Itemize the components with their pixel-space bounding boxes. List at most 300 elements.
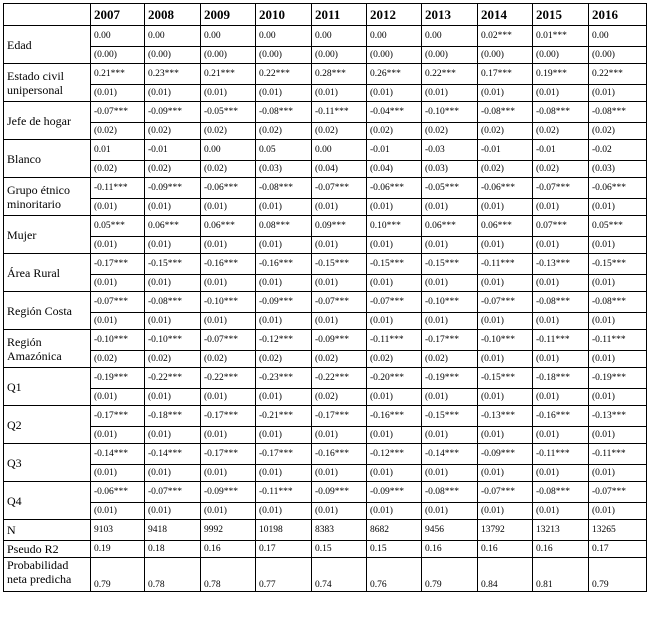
coefficient-cell: -0.01 (145, 140, 201, 161)
std-error-cell: (0.01) (533, 351, 589, 368)
std-error-row (4, 237, 647, 254)
coef-row (4, 444, 647, 465)
std-error-cell: (0.02) (145, 161, 201, 178)
std-error-cell: (0.01) (367, 85, 422, 102)
coefficient-cell: -0.08*** (589, 292, 647, 313)
std-error-row (4, 275, 647, 292)
coefficient-cell: -0.20*** (367, 368, 422, 389)
coef-row (4, 26, 647, 47)
std-error-cell: (0.01) (145, 199, 201, 216)
coefficient-cell: -0.07*** (201, 330, 256, 351)
coefficient-cell: -0.07*** (589, 482, 647, 503)
stat-value-cell: 9992 (201, 520, 256, 541)
std-error-cell: (0.01) (312, 465, 367, 482)
stat-value-cell: 0.81 (533, 558, 589, 592)
stat-value-cell: 0.76 (367, 558, 422, 592)
std-error-cell: (0.02) (91, 351, 145, 368)
coefficient-cell: -0.11*** (256, 482, 312, 503)
std-error-cell: (0.01) (533, 85, 589, 102)
coefficient-cell: -0.11*** (91, 178, 145, 199)
coefficient-cell: -0.08*** (533, 482, 589, 503)
coef-row (4, 330, 647, 351)
coefficient-cell: 0.06*** (422, 216, 478, 237)
coefficient-cell: -0.07*** (478, 292, 533, 313)
std-error-cell: (0.01) (422, 313, 478, 330)
row-label: Estado civil unipersonal (4, 64, 91, 102)
coefficient-cell: -0.17*** (201, 406, 256, 427)
std-error-cell: (0.01) (422, 85, 478, 102)
coefficient-cell: -0.22*** (145, 368, 201, 389)
std-error-cell: (0.02) (201, 161, 256, 178)
stat-value-cell: 10198 (256, 520, 312, 541)
std-error-cell: (0.01) (589, 237, 647, 254)
coefficient-cell: 0.21*** (201, 64, 256, 85)
stat-value-cell: 9456 (422, 520, 478, 541)
std-error-cell: (0.01) (422, 275, 478, 292)
coefficient-cell: -0.14*** (422, 444, 478, 465)
coefficient-cell: -0.16*** (256, 254, 312, 275)
coefficient-cell: -0.07*** (367, 292, 422, 313)
std-error-cell: (0.01) (367, 237, 422, 254)
coefficient-cell: -0.01 (533, 140, 589, 161)
coefficient-cell: 0.22*** (422, 64, 478, 85)
std-error-cell: (0.00) (201, 47, 256, 64)
corner-cell (4, 4, 91, 26)
std-error-cell: (0.01) (533, 199, 589, 216)
std-error-cell: (0.01) (256, 237, 312, 254)
row-label: Blanco (4, 140, 91, 178)
coefficient-cell: 0.00 (91, 26, 145, 47)
std-error-cell: (0.01) (367, 313, 422, 330)
coefficient-cell: 0.00 (589, 26, 647, 47)
coefficient-cell: 0.00 (201, 140, 256, 161)
coefficient-cell: -0.17*** (256, 444, 312, 465)
std-error-cell: (0.01) (312, 503, 367, 520)
coefficient-cell: -0.08*** (533, 292, 589, 313)
std-error-cell: (0.02) (478, 123, 533, 140)
std-error-cell: (0.04) (312, 161, 367, 178)
coefficient-cell: -0.11*** (589, 444, 647, 465)
std-error-cell: (0.02) (422, 351, 478, 368)
std-error-cell: (0.01) (589, 389, 647, 406)
std-error-row (4, 199, 647, 216)
std-error-cell: (0.01) (256, 503, 312, 520)
std-error-cell: (0.02) (256, 123, 312, 140)
coefficient-cell: -0.06*** (201, 178, 256, 199)
std-error-cell: (0.01) (422, 199, 478, 216)
std-error-cell: (0.02) (91, 123, 145, 140)
std-error-cell: (0.02) (422, 123, 478, 140)
coefficient-cell: 0.21*** (91, 64, 145, 85)
row-label: Q3 (4, 444, 91, 482)
std-error-cell: (0.02) (312, 351, 367, 368)
std-error-cell: (0.03) (589, 161, 647, 178)
coefficient-cell: -0.09*** (201, 482, 256, 503)
stat-value-cell: 0.16 (201, 541, 256, 558)
coefficient-cell: -0.08*** (256, 102, 312, 123)
stat-value-cell: 0.77 (256, 558, 312, 592)
coefficient-cell: -0.09*** (312, 330, 367, 351)
coefficient-cell: -0.14*** (91, 444, 145, 465)
stat-value-cell: 8682 (367, 520, 422, 541)
coefficient-cell: 0.17*** (478, 64, 533, 85)
std-error-cell: (0.01) (478, 465, 533, 482)
coefficient-cell: -0.06*** (589, 178, 647, 199)
year-header: 2015 (533, 4, 589, 26)
year-header: 2016 (589, 4, 647, 26)
std-error-cell: (0.00) (589, 47, 647, 64)
coefficient-cell: 0.00 (312, 140, 367, 161)
header-row (4, 4, 647, 26)
coefficient-cell: -0.15*** (422, 254, 478, 275)
coefficient-cell: -0.07*** (478, 482, 533, 503)
coefficient-cell: 0.07*** (533, 216, 589, 237)
stat-value-cell: 0.19 (91, 541, 145, 558)
coefficient-cell: 0.06*** (201, 216, 256, 237)
std-error-cell: (0.01) (533, 389, 589, 406)
std-error-cell: (0.01) (367, 503, 422, 520)
std-error-cell: (0.01) (91, 389, 145, 406)
coefficient-cell: -0.13*** (478, 406, 533, 427)
coef-row (4, 482, 647, 503)
coefficient-cell: -0.10*** (478, 330, 533, 351)
std-error-cell: (0.01) (256, 85, 312, 102)
coefficient-cell: 0.10*** (367, 216, 422, 237)
std-error-row (4, 389, 647, 406)
coefficient-cell: -0.13*** (589, 406, 647, 427)
coefficient-cell: 0.00 (145, 26, 201, 47)
row-label: Área Rural (4, 254, 91, 292)
coefficient-cell: -0.10*** (201, 292, 256, 313)
row-label: Edad (4, 26, 91, 64)
std-error-cell: (0.04) (367, 161, 422, 178)
coefficient-cell: -0.01 (478, 140, 533, 161)
coef-row (4, 406, 647, 427)
year-header: 2007 (91, 4, 145, 26)
std-error-cell: (0.01) (533, 313, 589, 330)
std-error-cell: (0.01) (478, 351, 533, 368)
std-error-cell: (0.01) (256, 313, 312, 330)
std-error-cell: (0.01) (91, 237, 145, 254)
std-error-cell: (0.02) (145, 351, 201, 368)
coefficient-cell: -0.15*** (422, 406, 478, 427)
std-error-cell: (0.02) (478, 161, 533, 178)
stat-label: Pseudo R2 (4, 541, 91, 558)
coefficient-cell: 0.05*** (91, 216, 145, 237)
coefficient-cell: -0.19*** (589, 368, 647, 389)
coefficient-cell: 0.00 (312, 26, 367, 47)
coefficient-cell: -0.12*** (367, 444, 422, 465)
stat-value-cell: 0.79 (589, 558, 647, 592)
std-error-cell: (0.00) (422, 47, 478, 64)
coefficient-cell: -0.06*** (478, 178, 533, 199)
coefficient-cell: -0.17*** (422, 330, 478, 351)
coefficient-cell: -0.09*** (256, 292, 312, 313)
std-error-cell: (0.00) (533, 47, 589, 64)
coefficient-cell: 0.09*** (312, 216, 367, 237)
std-error-cell: (0.00) (91, 47, 145, 64)
row-label: Grupo étnico minoritario (4, 178, 91, 216)
coefficient-cell: 0.00 (201, 26, 256, 47)
std-error-cell: (0.01) (533, 275, 589, 292)
std-error-cell: (0.01) (478, 275, 533, 292)
std-error-cell: (0.01) (256, 275, 312, 292)
std-error-cell: (0.01) (256, 427, 312, 444)
row-label: Mujer (4, 216, 91, 254)
std-error-cell: (0.01) (201, 427, 256, 444)
std-error-cell: (0.01) (91, 85, 145, 102)
row-label: Jefe de hogar (4, 102, 91, 140)
std-error-cell: (0.01) (91, 313, 145, 330)
year-header: 2010 (256, 4, 312, 26)
coefficient-cell: -0.22*** (201, 368, 256, 389)
coefficient-cell: -0.07*** (91, 292, 145, 313)
coefficient-cell: -0.08*** (256, 178, 312, 199)
coefficient-cell: 0.01*** (533, 26, 589, 47)
std-error-cell: (0.01) (201, 199, 256, 216)
std-error-cell: (0.01) (422, 237, 478, 254)
std-error-row (4, 503, 647, 520)
coefficient-cell: -0.02 (589, 140, 647, 161)
row-label: Región Costa (4, 292, 91, 330)
coefficient-cell: -0.09*** (312, 482, 367, 503)
std-error-cell: (0.02) (256, 351, 312, 368)
std-error-cell: (0.00) (145, 47, 201, 64)
coefficient-cell: -0.16*** (533, 406, 589, 427)
std-error-cell: (0.00) (478, 47, 533, 64)
std-error-cell: (0.01) (589, 199, 647, 216)
std-error-cell: (0.01) (367, 389, 422, 406)
coef-row (4, 64, 647, 85)
coefficient-cell: -0.08*** (589, 102, 647, 123)
std-error-cell: (0.01) (201, 85, 256, 102)
stat-value-cell: 13213 (533, 520, 589, 541)
coefficient-cell: 0.01 (91, 140, 145, 161)
std-error-cell: (0.01) (312, 85, 367, 102)
std-error-cell: (0.01) (589, 427, 647, 444)
coefficient-cell: -0.11*** (478, 254, 533, 275)
coefficient-cell: -0.17*** (91, 254, 145, 275)
coefficient-cell: -0.09*** (367, 482, 422, 503)
std-error-cell: (0.01) (589, 313, 647, 330)
stat-row (4, 541, 647, 558)
coefficient-cell: -0.05*** (422, 178, 478, 199)
std-error-cell: (0.01) (478, 389, 533, 406)
coefficient-cell: -0.10*** (422, 102, 478, 123)
coefficient-cell: -0.18*** (533, 368, 589, 389)
stat-value-cell: 0.78 (145, 558, 201, 592)
std-error-cell: (0.01) (367, 465, 422, 482)
stat-value-cell: 0.84 (478, 558, 533, 592)
std-error-row (4, 161, 647, 178)
std-error-cell: (0.02) (201, 123, 256, 140)
coef-row (4, 102, 647, 123)
stat-row (4, 558, 647, 592)
std-error-cell: (0.01) (478, 85, 533, 102)
std-error-cell: (0.01) (145, 465, 201, 482)
stat-row (4, 520, 647, 541)
stat-value-cell: 0.17 (589, 541, 647, 558)
stat-value-cell: 13265 (589, 520, 647, 541)
stat-value-cell: 0.74 (312, 558, 367, 592)
coefficient-cell: -0.08*** (145, 292, 201, 313)
std-error-cell: (0.01) (422, 389, 478, 406)
coefficient-cell: -0.11*** (589, 330, 647, 351)
std-error-cell: (0.01) (589, 351, 647, 368)
coefficient-cell: 0.06*** (145, 216, 201, 237)
coefficient-cell: -0.12*** (256, 330, 312, 351)
coefficient-cell: 0.28*** (312, 64, 367, 85)
std-error-cell: (0.01) (145, 237, 201, 254)
std-error-row (4, 47, 647, 64)
coefficient-cell: 0.06*** (478, 216, 533, 237)
std-error-cell: (0.01) (256, 199, 312, 216)
std-error-cell: (0.02) (589, 123, 647, 140)
coefficient-cell: -0.17*** (201, 444, 256, 465)
stat-value-cell: 0.15 (312, 541, 367, 558)
year-header: 2009 (201, 4, 256, 26)
std-error-cell: (0.01) (201, 237, 256, 254)
row-label: Q2 (4, 406, 91, 444)
std-error-cell: (0.01) (256, 389, 312, 406)
coefficient-cell: -0.06*** (91, 482, 145, 503)
coef-row (4, 254, 647, 275)
std-error-cell: (0.02) (201, 351, 256, 368)
coef-row (4, 140, 647, 161)
row-label: Región Amazónica (4, 330, 91, 368)
std-error-cell: (0.01) (533, 503, 589, 520)
std-error-cell: (0.01) (422, 503, 478, 520)
coefficient-cell: 0.08*** (256, 216, 312, 237)
coefficient-cell: -0.04*** (367, 102, 422, 123)
coef-row (4, 368, 647, 389)
std-error-cell: (0.01) (589, 85, 647, 102)
coefficient-cell: -0.15*** (589, 254, 647, 275)
regression-table-container (3, 3, 647, 592)
stat-value-cell: 0.15 (367, 541, 422, 558)
stat-value-cell: 0.16 (478, 541, 533, 558)
coefficient-cell: -0.15*** (145, 254, 201, 275)
coefficient-cell: -0.09*** (478, 444, 533, 465)
stat-value-cell: 0.79 (422, 558, 478, 592)
coefficient-cell: 0.26*** (367, 64, 422, 85)
std-error-cell: (0.01) (589, 275, 647, 292)
stat-label: Probabilidad neta predicha (4, 558, 91, 592)
std-error-cell: (0.01) (312, 199, 367, 216)
std-error-cell: (0.00) (256, 47, 312, 64)
std-error-cell: (0.02) (312, 389, 367, 406)
coefficient-cell: -0.15*** (367, 254, 422, 275)
coefficient-cell: -0.15*** (312, 254, 367, 275)
coefficient-cell: -0.09*** (145, 178, 201, 199)
coefficient-cell: 0.00 (422, 26, 478, 47)
std-error-cell: (0.02) (367, 123, 422, 140)
coefficient-cell: -0.10*** (145, 330, 201, 351)
year-header: 2008 (145, 4, 201, 26)
coefficient-cell: -0.07*** (91, 102, 145, 123)
year-header: 2011 (312, 4, 367, 26)
std-error-cell: (0.01) (478, 199, 533, 216)
stat-label: N (4, 520, 91, 541)
std-error-cell: (0.00) (367, 47, 422, 64)
std-error-row (4, 123, 647, 140)
std-error-row (4, 313, 647, 330)
std-error-cell: (0.01) (145, 275, 201, 292)
coefficient-cell: -0.11*** (533, 330, 589, 351)
coefficient-cell: -0.01 (367, 140, 422, 161)
std-error-cell: (0.01) (478, 503, 533, 520)
std-error-cell: (0.01) (312, 237, 367, 254)
std-error-cell: (0.01) (145, 85, 201, 102)
std-error-cell: (0.01) (422, 427, 478, 444)
std-error-row (4, 427, 647, 444)
coef-row (4, 216, 647, 237)
coefficient-cell: -0.03 (422, 140, 478, 161)
stat-value-cell: 0.16 (533, 541, 589, 558)
coef-row (4, 178, 647, 199)
year-header: 2013 (422, 4, 478, 26)
std-error-cell: (0.01) (589, 465, 647, 482)
coefficient-cell: -0.10*** (91, 330, 145, 351)
coefficient-cell: -0.11*** (312, 102, 367, 123)
coefficient-cell: 0.05*** (589, 216, 647, 237)
coefficient-cell: -0.16*** (367, 406, 422, 427)
coefficient-cell: -0.10*** (422, 292, 478, 313)
coefficient-cell: -0.22*** (312, 368, 367, 389)
coefficient-cell: -0.08*** (533, 102, 589, 123)
coefficient-cell: -0.14*** (145, 444, 201, 465)
stat-value-cell: 9103 (91, 520, 145, 541)
std-error-cell: (0.01) (201, 275, 256, 292)
coefficient-cell: -0.16*** (201, 254, 256, 275)
coefficient-cell: -0.21*** (256, 406, 312, 427)
std-error-row (4, 351, 647, 368)
std-error-cell: (0.01) (201, 313, 256, 330)
coefficient-cell: -0.15*** (478, 368, 533, 389)
std-error-cell: (0.02) (91, 161, 145, 178)
std-error-cell: (0.01) (478, 237, 533, 254)
std-error-cell: (0.03) (422, 161, 478, 178)
std-error-cell: (0.03) (256, 161, 312, 178)
row-label: Q1 (4, 368, 91, 406)
coef-row (4, 292, 647, 313)
std-error-cell: (0.01) (312, 427, 367, 444)
std-error-cell: (0.01) (256, 465, 312, 482)
std-error-cell: (0.01) (367, 275, 422, 292)
coefficient-cell: -0.06*** (367, 178, 422, 199)
std-error-row (4, 85, 647, 102)
std-error-cell: (0.01) (422, 465, 478, 482)
std-error-cell: (0.00) (312, 47, 367, 64)
coefficient-cell: 0.19*** (533, 64, 589, 85)
coefficient-cell: -0.07*** (145, 482, 201, 503)
coefficient-cell: -0.07*** (533, 178, 589, 199)
std-error-cell: (0.02) (312, 123, 367, 140)
stat-value-cell: 8383 (312, 520, 367, 541)
row-label: Q4 (4, 482, 91, 520)
coefficient-cell: 0.00 (256, 26, 312, 47)
stat-value-cell: 0.18 (145, 541, 201, 558)
std-error-cell: (0.01) (91, 465, 145, 482)
coefficient-cell: -0.17*** (91, 406, 145, 427)
std-error-cell: (0.01) (145, 427, 201, 444)
coefficient-cell: -0.13*** (533, 254, 589, 275)
std-error-cell: (0.01) (91, 503, 145, 520)
coefficient-cell: 0.00 (367, 26, 422, 47)
coefficient-cell: -0.11*** (367, 330, 422, 351)
std-error-cell: (0.02) (533, 123, 589, 140)
stat-value-cell: 0.16 (422, 541, 478, 558)
